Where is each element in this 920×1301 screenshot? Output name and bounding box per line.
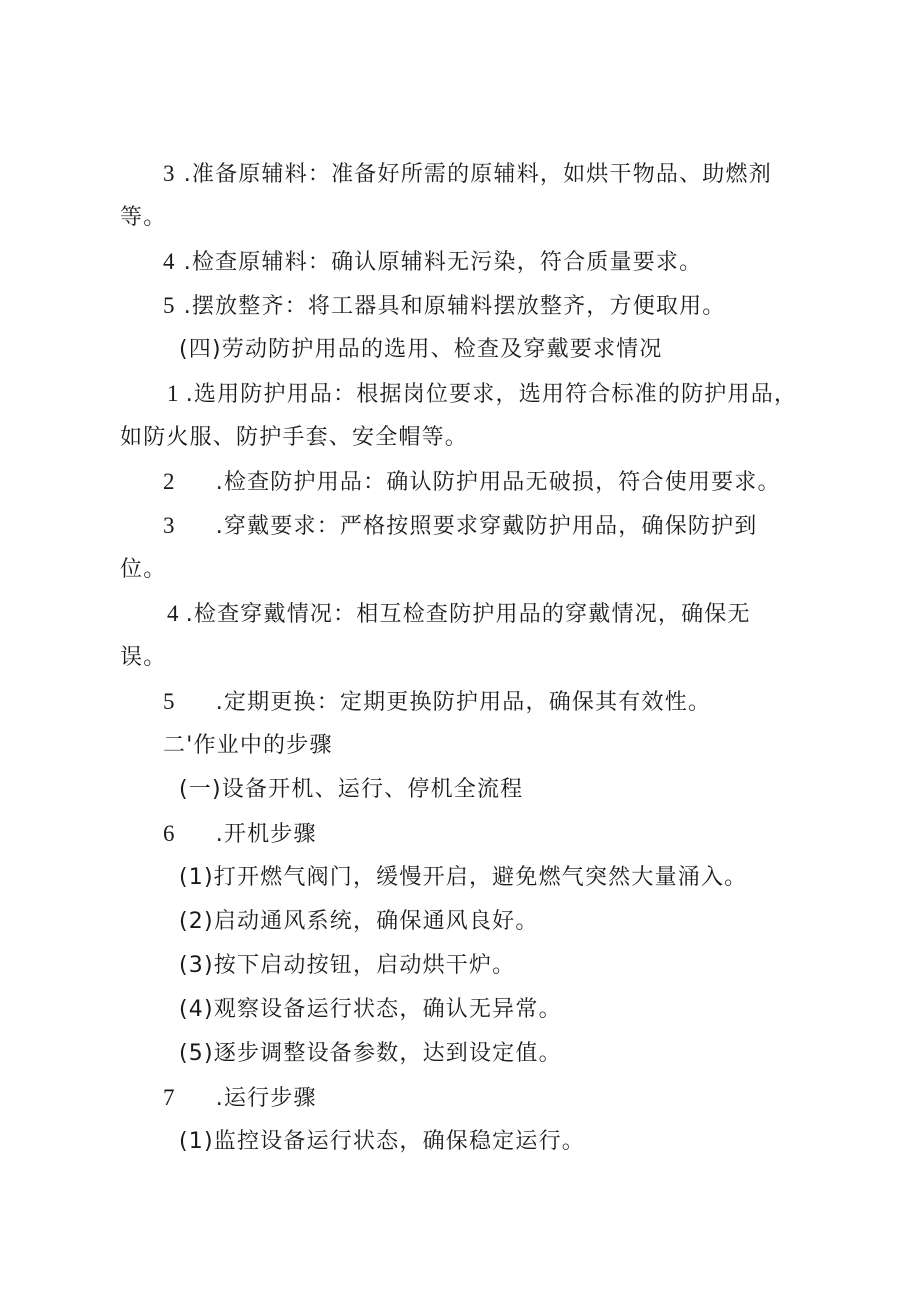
item-text: .检查防护用品：确认防护用品无破损，符合使用要求。: [215, 470, 781, 495]
item-number: 1: [167, 381, 180, 406]
step-3-press-start: (3)按下启动按钮，启动烘干炉。: [179, 953, 516, 978]
item-4-check-wearing: [167, 599, 751, 630]
item-1-continuation: 如防火服、防护手套、安全帽等。: [120, 425, 469, 450]
item-text: .运行步骤: [215, 1086, 317, 1111]
item-4-check-materials: [163, 247, 702, 278]
item-text: .定期更换：定期更换防护用品，确保其有效性。: [215, 690, 712, 715]
item-2-check-ppe: [163, 467, 781, 498]
step-4-observe-status: (4)观察设备运行状态，确认无异常。: [179, 997, 562, 1022]
item-3-wearing-requirements: [163, 511, 758, 542]
item-1-select-ppe: [167, 379, 797, 410]
item-number: 5: [163, 689, 176, 714]
item-number: 3: [163, 161, 176, 186]
item-text: .开机步骤: [215, 822, 317, 847]
item-number: 2: [163, 469, 176, 494]
step-1-open-gas-valve: (1)打开燃气阀门，缓慢开启，避免燃气突然大量涌入。: [179, 865, 748, 890]
item-5-arrange-neatly: [163, 291, 726, 322]
item-number: 5: [163, 293, 176, 318]
item-text: .选用防护用品：根据岗位要求，选用符合标准的防护用品，: [185, 382, 798, 407]
item-number: 6: [163, 821, 176, 846]
item-text: .准备原辅料：准备好所需的原辅料，如烘干物品、助燃剂: [183, 162, 772, 187]
item-text: .摆放整齐：将工器具和原辅料摆放整齐，方便取用。: [183, 294, 726, 319]
item-text: .检查原辅料：确认原辅料无污染，符合质量要求。: [183, 250, 703, 275]
step-5-adjust-parameters: (5)逐步调整设备参数，达到设定值。: [179, 1041, 562, 1066]
item-4-continuation: 误。: [120, 645, 167, 670]
item-7-running-steps: [163, 1083, 317, 1114]
item-text: .穿戴要求：严格按照要求穿戴防护用品，确保防护到: [215, 514, 758, 539]
item-3-prepare-materials: [163, 159, 772, 190]
item-5-regular-replacement: [163, 687, 711, 718]
item-number: 7: [163, 1085, 176, 1110]
section-heading-4: (四)劳动防护用品的选用、检查及穿戴要求情况: [179, 337, 663, 362]
running-step-1-monitor: (1)监控设备运行状态，确保稳定运行。: [179, 1129, 585, 1154]
section-heading-1: (一)设备开机、运行、停机全流程: [179, 777, 524, 802]
item-number: 4: [163, 249, 176, 274]
item-3-continuation: 等。: [120, 205, 167, 230]
item-text: .检查穿戴情况：相互检查防护用品的穿戴情况，确保无: [185, 602, 751, 627]
item-3-continuation: 位。: [120, 557, 167, 582]
step-2-start-ventilation: (2)启动通风系统，确保通风良好。: [179, 909, 539, 934]
item-6-startup-steps: [163, 819, 317, 850]
item-number: 3: [163, 513, 176, 538]
item-number: 4: [167, 601, 180, 626]
chapter-heading-2: 二'作业中的步骤: [163, 733, 333, 758]
